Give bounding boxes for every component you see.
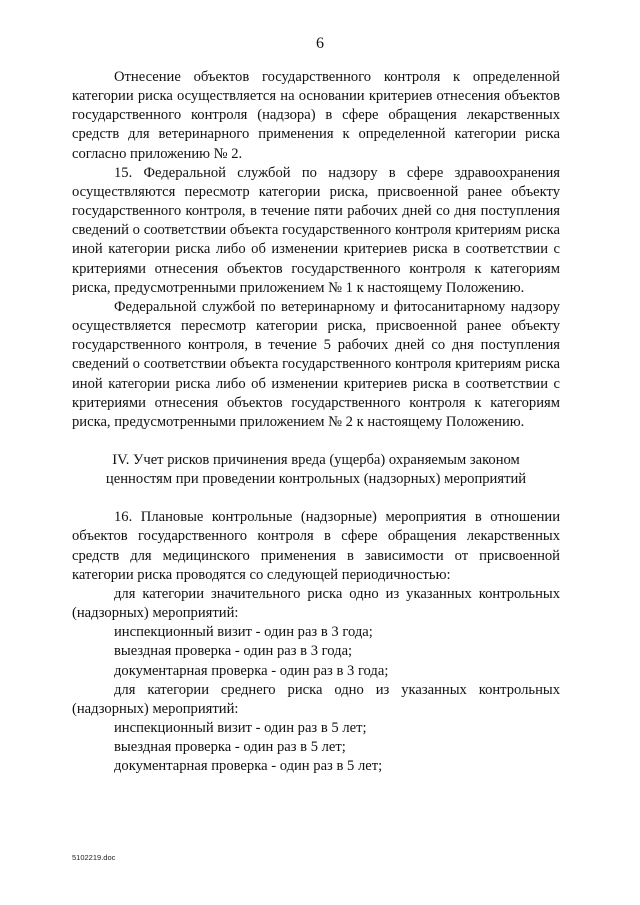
list-item-inspection-visit-3y: инспекционный визит - один раз в 3 года;: [114, 624, 373, 641]
list-item-field-check-5y: выездная проверка - один раз в 5 лет;: [114, 739, 346, 756]
section-heading-line-1: IV. Учет рисков причинения вреда (ущерба) охраняемым законом: [112, 451, 520, 468]
paragraph-15-roszdravnadzor: 15. Федеральной службой по надзору в сфере здравоохранения осуществляются пересмотр категории риска, присвоенной ранее объекту государственного контроля, в течение пяти рабочих дней со дня поступления сведений о соответствии объекта государственного контроля критериям риска иной категории риска либо об изменении критериев риска в соответствии с критериями отнесения объектов государственного контроля к категориям риска, предусмотренными приложением № 1 к настоящему Положению.: [72, 164, 560, 296]
document-body: [72, 68, 560, 776]
spacer: [72, 432, 560, 451]
footer-document-code: 5102219.doc: [72, 853, 116, 862]
paragraph-rosselkhoznadzor: Федеральной службой по ветеринарному и фитосанитарному надзору осуществляется пересмотр категории риска, присвоенной ранее объекту государственного контроля, в течение 5 рабочих дней со дня поступления сведений о соответствии объекта государственного контроля критериям риска иной категории риска либо об изменении критериев риска в соответствии с критериями отнесения объектов государственного контроля к категориям риска, предусмотренными приложением № 2 к настоящему Положению.: [72, 298, 560, 430]
list-item-field-check-3y: выездная проверка - один раз в 3 года;: [114, 643, 353, 660]
list-item-document-check-3y: документарная проверка - один раз в 3 года;: [114, 662, 389, 679]
spacer: [72, 489, 560, 508]
list-item-significant-risk: для категории значительного риска одно из указанных контрольных (надзорных) мероприятий:: [72, 585, 560, 622]
list-item-inspection-visit-5y: инспекционный визит - один раз в 5 лет;: [114, 720, 367, 736]
list-item-medium-risk: для категории среднего риска одно из указанных контрольных (надзорных) мероприятий:: [72, 681, 560, 717]
section-heading-line-2: ценностям при проведении контрольных (надзорных) мероприятий: [105, 471, 527, 488]
list-item-document-check-5y: документарная проверка - один раз в 5 лет;: [114, 758, 383, 775]
paragraph-risk-assignment: Отнесение объектов государственного контроля к определенной категории риска осуществляется на основании критериев отнесения объектов государственного контроля (надзора) в сфере обращения лекарственных средств для ветеринарного применения к определенной категории риска согласно приложению № 2.: [72, 69, 560, 162]
paragraph-16-planned-inspections: 16. Плановые контрольные (надзорные) мероприятия в отношении объектов государственного контроля в сфере обращения лекарственных средств для медицинского применения в зависимости от присвоенной категории риска проводятся со следующей периодичностью:: [72, 509, 560, 583]
section-heading: [72, 451, 560, 489]
page-number: 6: [316, 35, 324, 52]
